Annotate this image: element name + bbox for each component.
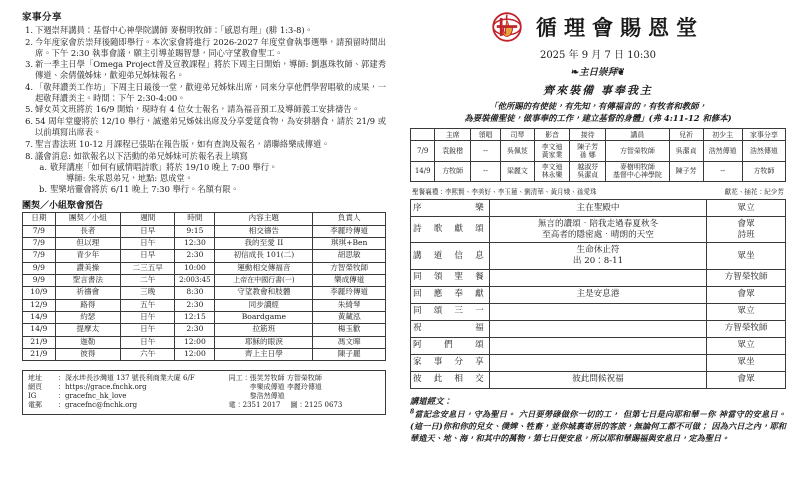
col-header-usher: 接待: [570, 129, 606, 141]
cell-service-participant: 方智榮牧師: [707, 269, 786, 286]
table-row: [23, 274, 386, 286]
cell-usher: 越淑芬 吳潔貞: [570, 161, 606, 181]
col-header-group: 團契／小組: [55, 213, 120, 225]
announcement-item: [22, 82, 386, 104]
cell-time: 2:30: [175, 299, 215, 311]
cell-weekday: 日午: [120, 324, 174, 336]
cell-leader: 馮文曄: [313, 336, 386, 348]
cell-date: 7/9: [23, 250, 56, 262]
announcement-subnumber: a.: [39, 161, 47, 172]
cell-sunday-school: 浩然傳道: [703, 141, 742, 161]
cell-leader: 李麗玲傳道: [313, 287, 386, 299]
announcement-sublist: [35, 162, 386, 195]
cell-group: 但以理: [55, 237, 120, 249]
cell-leader: 陳子麗: [313, 348, 386, 360]
fellowship-table: [22, 212, 386, 361]
cell-service-content: 主在聖殿中: [489, 199, 707, 216]
cell-time: 2:30: [175, 324, 215, 336]
cell-date: 21/9: [23, 348, 56, 360]
staff-label-and-line-1: [229, 374, 380, 383]
cell-service-item: 祝福: [411, 320, 490, 337]
announcement-number: 7.: [25, 138, 33, 149]
cell-group: 祈禱會: [55, 287, 120, 299]
cell-time: 8:30: [175, 287, 215, 299]
cell-service-content: 彼此問候祝福: [489, 371, 707, 388]
cell-service-participant: 眾坐: [707, 354, 786, 371]
fax-number: 2125 0673: [304, 401, 343, 410]
col-header-sharing: 家事分享: [742, 129, 785, 141]
announcement-number: 5.: [25, 104, 33, 115]
contact-value-address: 深水埗長沙灣道 137 號長利商業大廈 6/F: [65, 374, 195, 383]
cell-preacher: 方智榮牧師: [606, 141, 670, 161]
cell-weekday: 二午: [120, 274, 174, 286]
ornament-right-icon: ❦: [617, 67, 625, 78]
verse-number: 8: [410, 408, 415, 416]
staff-line: 張笑芳牧師 方智榮牧師: [249, 374, 322, 383]
contact-colon: ：: [58, 374, 65, 383]
cell-leader: 胡思敏: [313, 250, 386, 262]
cell-service-item: 序樂: [411, 199, 490, 216]
table-row: [411, 141, 786, 161]
table-row: [23, 237, 386, 249]
announcement-subtext: 敬拜講座「如何有感情唱詩歌」將於 19/10 晚上 7:00 舉行。: [50, 161, 278, 172]
page-right-worship: [400, 0, 800, 500]
order-row: [411, 303, 786, 320]
cell-leader: 琪琪+Ben: [313, 237, 386, 249]
announcement-item: [22, 59, 386, 81]
cell-group: 彼得: [55, 348, 120, 360]
announcement-text: 新一季主日學「Omega Project普及宣教課程」將於下周主日開始，導師: 劉惠珠牧師、郭建秀傳道、余倩儀姊妹，歡迎弟兄姊妹報名。: [35, 59, 386, 81]
cell-service-participant: 會眾: [707, 286, 786, 303]
announcements-title: 家事分享: [22, 12, 63, 23]
cell-time: 12:00: [175, 348, 215, 360]
staff-label: 同工：: [228, 374, 250, 383]
cell-weekday: 日早: [120, 250, 174, 262]
cell-topic: 守望教會和肢體: [215, 287, 313, 299]
cell-sharing: 浩然傳道: [742, 141, 785, 161]
cell-leader: 黃藏泓: [313, 311, 386, 323]
announcement-text: 聖言書法班 10-12 月課程已張貼在報告版，如有查詢及報名，請聯絡樂成傳道。: [35, 138, 330, 149]
cell-weekday: 日午: [120, 237, 174, 249]
order-row: [411, 286, 786, 303]
contact-row: [28, 392, 229, 401]
phone-row: [229, 401, 380, 410]
col-header-av: 影音: [534, 129, 570, 141]
cell-chair: 袁銳楷: [435, 141, 471, 161]
cell-date: 9/9: [23, 262, 56, 274]
col-header-preacher: 講員: [606, 129, 670, 141]
fax-label: 圖：: [290, 401, 305, 410]
table-header-row: [23, 213, 386, 225]
cell-leader: 樂成傳道: [313, 274, 386, 286]
order-of-service-table: [410, 199, 786, 389]
announcement-subtext: 聖樂培靈會將於 6/11 晚上 7:30 舉行。名額有限。: [50, 183, 239, 194]
cell-service-participant: 眾立: [707, 199, 786, 216]
cell-service-content: [489, 320, 707, 337]
cell-service-item: 阿們頌: [411, 337, 490, 354]
contact-box: [22, 370, 386, 414]
announcement-subitem: [35, 184, 386, 195]
ornament-left-icon: ❧: [571, 67, 579, 78]
announcement-number: 6.: [25, 116, 33, 127]
cell-children-prayer: 吳潔貞: [669, 141, 703, 161]
table-row: [23, 262, 386, 274]
cell-group: 聖言書法: [55, 274, 120, 286]
cell-weekday: 日午: [120, 311, 174, 323]
cell-topic: 齊上主日學: [215, 348, 313, 360]
cell-usher: 陳子芳 孫 娜: [570, 141, 606, 161]
contact-colon: ：: [58, 383, 65, 392]
cell-time: 10:00: [175, 262, 215, 274]
contact-row: [28, 374, 229, 383]
cell-time: 2:30: [175, 250, 215, 262]
cell-topic: 同步讀經: [215, 299, 313, 311]
order-row: [411, 243, 786, 269]
cell-service-content: [489, 303, 707, 320]
scripture-heading: 講道經文：: [410, 395, 452, 406]
phone-number: 2351 2017: [242, 401, 281, 410]
cell-service-item: 詩歌獻頌: [411, 216, 490, 242]
cell-date: 7/9: [23, 237, 56, 249]
cell-group: 提摩太: [55, 324, 120, 336]
cell-time: 12:30: [175, 237, 215, 249]
cell-date: 14/9: [23, 324, 56, 336]
cell-weekday: 日早: [120, 225, 174, 237]
announcement-number: 4.: [25, 81, 33, 92]
cell-topic: 上帝在中國行書(一): [215, 274, 313, 286]
cell-service-participant: 方智榮牧師: [707, 320, 786, 337]
cell-group: 青少年: [55, 250, 120, 262]
contact-label-instagram: IG: [28, 392, 37, 401]
cell-sharing: 方牧師: [742, 161, 785, 181]
cell-time: 12:00: [175, 336, 215, 348]
announcement-item: [22, 116, 386, 138]
cell-group: 約瑟: [55, 311, 120, 323]
duty-roster-body: [411, 141, 786, 181]
contact-value-instagram[interactable]: gracefnc_hk_love: [65, 392, 127, 401]
cell-chair: 方牧師: [435, 161, 471, 181]
duty-header-row: [411, 129, 786, 141]
cell-service-content: [489, 354, 707, 371]
cell-service-participant: 眾立: [707, 337, 786, 354]
cell-leader: 方智榮牧師: [313, 262, 386, 274]
col-header-time: 時間: [175, 213, 215, 225]
table-row: [23, 225, 386, 237]
service-type-label: 主日崇拜: [578, 67, 617, 78]
announcement-text: 議會消息: 如欲報名以下活動的弟兄姊妹可於報名表上填寫: [35, 150, 248, 161]
cross-and-flame-logo-icon: [492, 12, 522, 42]
table-row: [23, 250, 386, 262]
cell-topic: 我的至愛 II: [215, 237, 313, 249]
announcement-subtext-line2: 導師: 朱承恩弟兄，地點: 恩成堂。: [66, 172, 194, 183]
scripture-passage: 當記念安息日，守為聖日。 六日要勞碌做你一切的工， 但第七日是向耶和華－你 神當守的安息日。(這一日)你和你的兒女、僕婢、牲畜，並你城裏寄居的客旅，無論何工都不可做； 因為六日之內，耶和華造天、地、海，和其中的萬物，第七日便安息，所以耶和華賜福與安息日，定為聖日。: [410, 408, 786, 444]
col-header-pianist: 司琴: [501, 129, 535, 141]
cell-service-item: 彼此相交: [411, 371, 490, 388]
service-datetime: 2025 年 9 月 7 日 10:30: [539, 50, 657, 61]
cell-service-item: 講道信息: [411, 243, 490, 269]
cell-time: 2:003:45: [175, 274, 215, 286]
cell-date: 14/9: [411, 161, 435, 181]
announcement-number: 8.: [25, 150, 33, 161]
announcement-subnumber: b.: [39, 183, 47, 194]
order-row: [411, 216, 786, 242]
cell-topic: 相交禱告: [215, 225, 313, 237]
fellowship-table-body: [23, 225, 386, 361]
cell-date: 14/9: [23, 311, 56, 323]
table-row: [23, 336, 386, 348]
announcement-subitem: [35, 162, 386, 184]
contact-label-address: 地址: [28, 374, 42, 383]
cell-service-item: 回應奉獻: [411, 286, 490, 303]
announcement-item: [22, 37, 386, 59]
cell-service-content: [489, 337, 707, 354]
announcement-text: 下週崇拜講員：基督中心神學院講師 麥樹明牧師：「感恩有理」(腓 1:3-8)。: [35, 25, 313, 35]
cell-group: 迦勒: [55, 336, 120, 348]
table-row: [411, 161, 786, 181]
phone-entry: [229, 401, 281, 410]
contact-label-email: 電郵: [28, 401, 42, 410]
col-header-date: 日期: [23, 213, 56, 225]
cell-service-participant: 眾立: [707, 303, 786, 320]
announcement-number: 3.: [25, 59, 33, 70]
announcement-item: [22, 104, 386, 115]
cell-weekday: 日午: [120, 336, 174, 348]
communion-assistants: 聖餐襄禮：李熙賢、李美好、李玉蓮、劉清華、黃月娥、孫愛珠: [412, 187, 597, 196]
contact-label-website: 網頁: [28, 383, 42, 392]
cell-weekday: 三晚: [120, 287, 174, 299]
announcement-text: 54 周年堂慶將於 12/10 舉行，誠邀弟兄姊妹出席及分享愛筵食物，為安排膳食，請於 21/9 或以前填寫出席表。: [35, 116, 386, 138]
order-row: [411, 337, 786, 354]
cell-topic: 初信成長 101(二): [215, 250, 313, 262]
col-header-song-leader: 領唱: [471, 129, 501, 141]
staff-line: 李樂成傳道 李麗玲傳道: [249, 383, 322, 392]
order-of-service-body: [411, 199, 786, 388]
contact-value-website[interactable]: https://grace.fnchk.org: [65, 383, 147, 392]
cell-topic: 運動相交傳福音: [215, 262, 313, 274]
cell-group: 長者: [55, 225, 120, 237]
cell-date: 7/9: [23, 225, 56, 237]
cell-topic: 耶穌的眼淚: [215, 336, 313, 348]
col-header-leader: 負責人: [313, 213, 386, 225]
cell-service-item: 同頌三一: [411, 303, 490, 320]
cell-weekday: 二三五早: [120, 262, 174, 274]
announcement-item: [22, 151, 386, 195]
cell-leader: 楊玉歡: [313, 324, 386, 336]
table-row: [23, 348, 386, 360]
cell-group: 讚美操: [55, 262, 120, 274]
cell-preacher: 麥樹明牧師 基督中心神學院: [606, 161, 670, 181]
contact-row: [28, 383, 229, 392]
cell-av: 李文迪 林永樂: [534, 161, 570, 181]
phone-label: 電：: [228, 401, 243, 410]
cell-service-participant: 眾坐: [707, 243, 786, 269]
cell-service-content: 主是安息港: [489, 286, 707, 303]
fax-entry: [290, 401, 342, 410]
cell-pianist: 吳佩芨: [501, 141, 535, 161]
cell-children-prayer: 陳子芳: [669, 161, 703, 181]
cell-av: 李文迪 黃家業: [534, 141, 570, 161]
duty-roster-table: [410, 128, 786, 182]
announcements-list: [22, 25, 386, 195]
cell-date: 7/9: [411, 141, 435, 161]
cell-service-content: [489, 269, 707, 286]
cell-topic: Boardgame: [215, 311, 313, 323]
cell-leader: 朱綺琴: [313, 299, 386, 311]
order-row: [411, 371, 786, 388]
service-type: [410, 64, 786, 78]
flower-arrangers: 獻花、插花：紀少芳: [724, 187, 784, 196]
col-header-children-prayer: 兒祈: [669, 129, 703, 141]
cell-pianist: 梁麗文: [501, 161, 535, 181]
contact-row: [28, 401, 229, 410]
order-row: [411, 199, 786, 216]
cell-topic: 拉筋班: [215, 324, 313, 336]
cell-weekday: 五午: [120, 299, 174, 311]
service-theme: 齊來裝備 事奉我主: [543, 84, 653, 97]
table-row: [23, 324, 386, 336]
theme-verse-line1: 「他所賜的有使徒，有先知，有傳福音的，有牧者和教師，: [489, 101, 707, 111]
announcement-text: 婦女英文班將於 16/9 開始，現時有 4 位女士報名，請為福音預工及導師義工安排禱告。: [35, 104, 360, 115]
cell-date: 10/9: [23, 287, 56, 299]
cell-song-leader: --: [471, 141, 501, 161]
order-row: [411, 354, 786, 371]
announcement-item: [22, 139, 386, 150]
cell-service-content: 生命休止符 出 20：8-11: [489, 243, 707, 269]
cell-service-participant: 會眾 詩班: [707, 216, 786, 242]
contact-value-email[interactable]: gracefnc@fnchk.org: [65, 401, 138, 410]
cell-time: 12:15: [175, 311, 215, 323]
announcement-item: [22, 25, 386, 36]
contact-details: [28, 374, 229, 410]
cell-time: 9:15: [175, 225, 215, 237]
col-header-weekday: 週間: [120, 213, 174, 225]
order-row: [411, 269, 786, 286]
cell-leader: 李麗玲傳道: [313, 225, 386, 237]
theme-verse-line2: 為要裝備聖徒，做事奉的工作，建立基督的身體」(弗 4:11-12 和修本): [464, 113, 732, 124]
col-header-chair: 主席: [435, 129, 471, 141]
cell-date: 21/9: [23, 336, 56, 348]
order-row: [411, 320, 786, 337]
musician-credits: [412, 186, 784, 196]
contact-colon: ：: [58, 401, 65, 410]
scripture-text: [410, 408, 786, 444]
cell-date: 9/9: [23, 274, 56, 286]
table-row: [23, 299, 386, 311]
cell-service-item: 家事分享: [411, 354, 490, 371]
staff-line: 黎浩然傳道: [249, 392, 285, 401]
church-header: [410, 12, 786, 42]
announcement-number: 1.: [25, 25, 33, 35]
announcement-text: 今年度家會於崇拜後隨即舉行。本次家會將進行 2026-2027 年度堂會執事選舉，請預留時間出席。下午 2:30 執事會議，願主引導並賜智慧，同心守望教會聖工。: [35, 36, 386, 58]
fellowship-table-title: 團契／小組聚會預告: [22, 200, 104, 211]
table-row: [23, 287, 386, 299]
col-header-blank: [411, 129, 435, 141]
announcement-number: 2.: [25, 36, 33, 47]
cell-service-item: 同領聖餐: [411, 269, 490, 286]
cell-date: 12/9: [23, 299, 56, 311]
cell-service-content: 無言的讚頌．陪我走過春夏秋冬 至高者的隱密處．晴朗的天空: [489, 216, 707, 242]
staff-details: [229, 374, 380, 410]
col-header-sunday-school: 初少主: [703, 129, 742, 141]
announcement-text: 「敬拜讚美工作坊」下周主日最後一堂，歡迎弟兄姊妹出席，同來分享他們學習唱敬的成果，一起敬拜讚美主。時間：下午 2:30-4:00。: [35, 81, 386, 103]
cell-service-participant: 會眾: [707, 371, 786, 388]
cell-group: 路得: [55, 299, 120, 311]
theme-verse: [410, 100, 786, 124]
table-row: [23, 311, 386, 323]
cell-weekday: 六午: [120, 348, 174, 360]
col-header-topic: 內容主題: [215, 213, 313, 225]
cell-song-leader: --: [471, 161, 501, 181]
contact-colon: ：: [58, 392, 65, 401]
cell-sunday-school: --: [703, 161, 742, 181]
church-name: 循理會賜恩堂: [536, 15, 704, 40]
